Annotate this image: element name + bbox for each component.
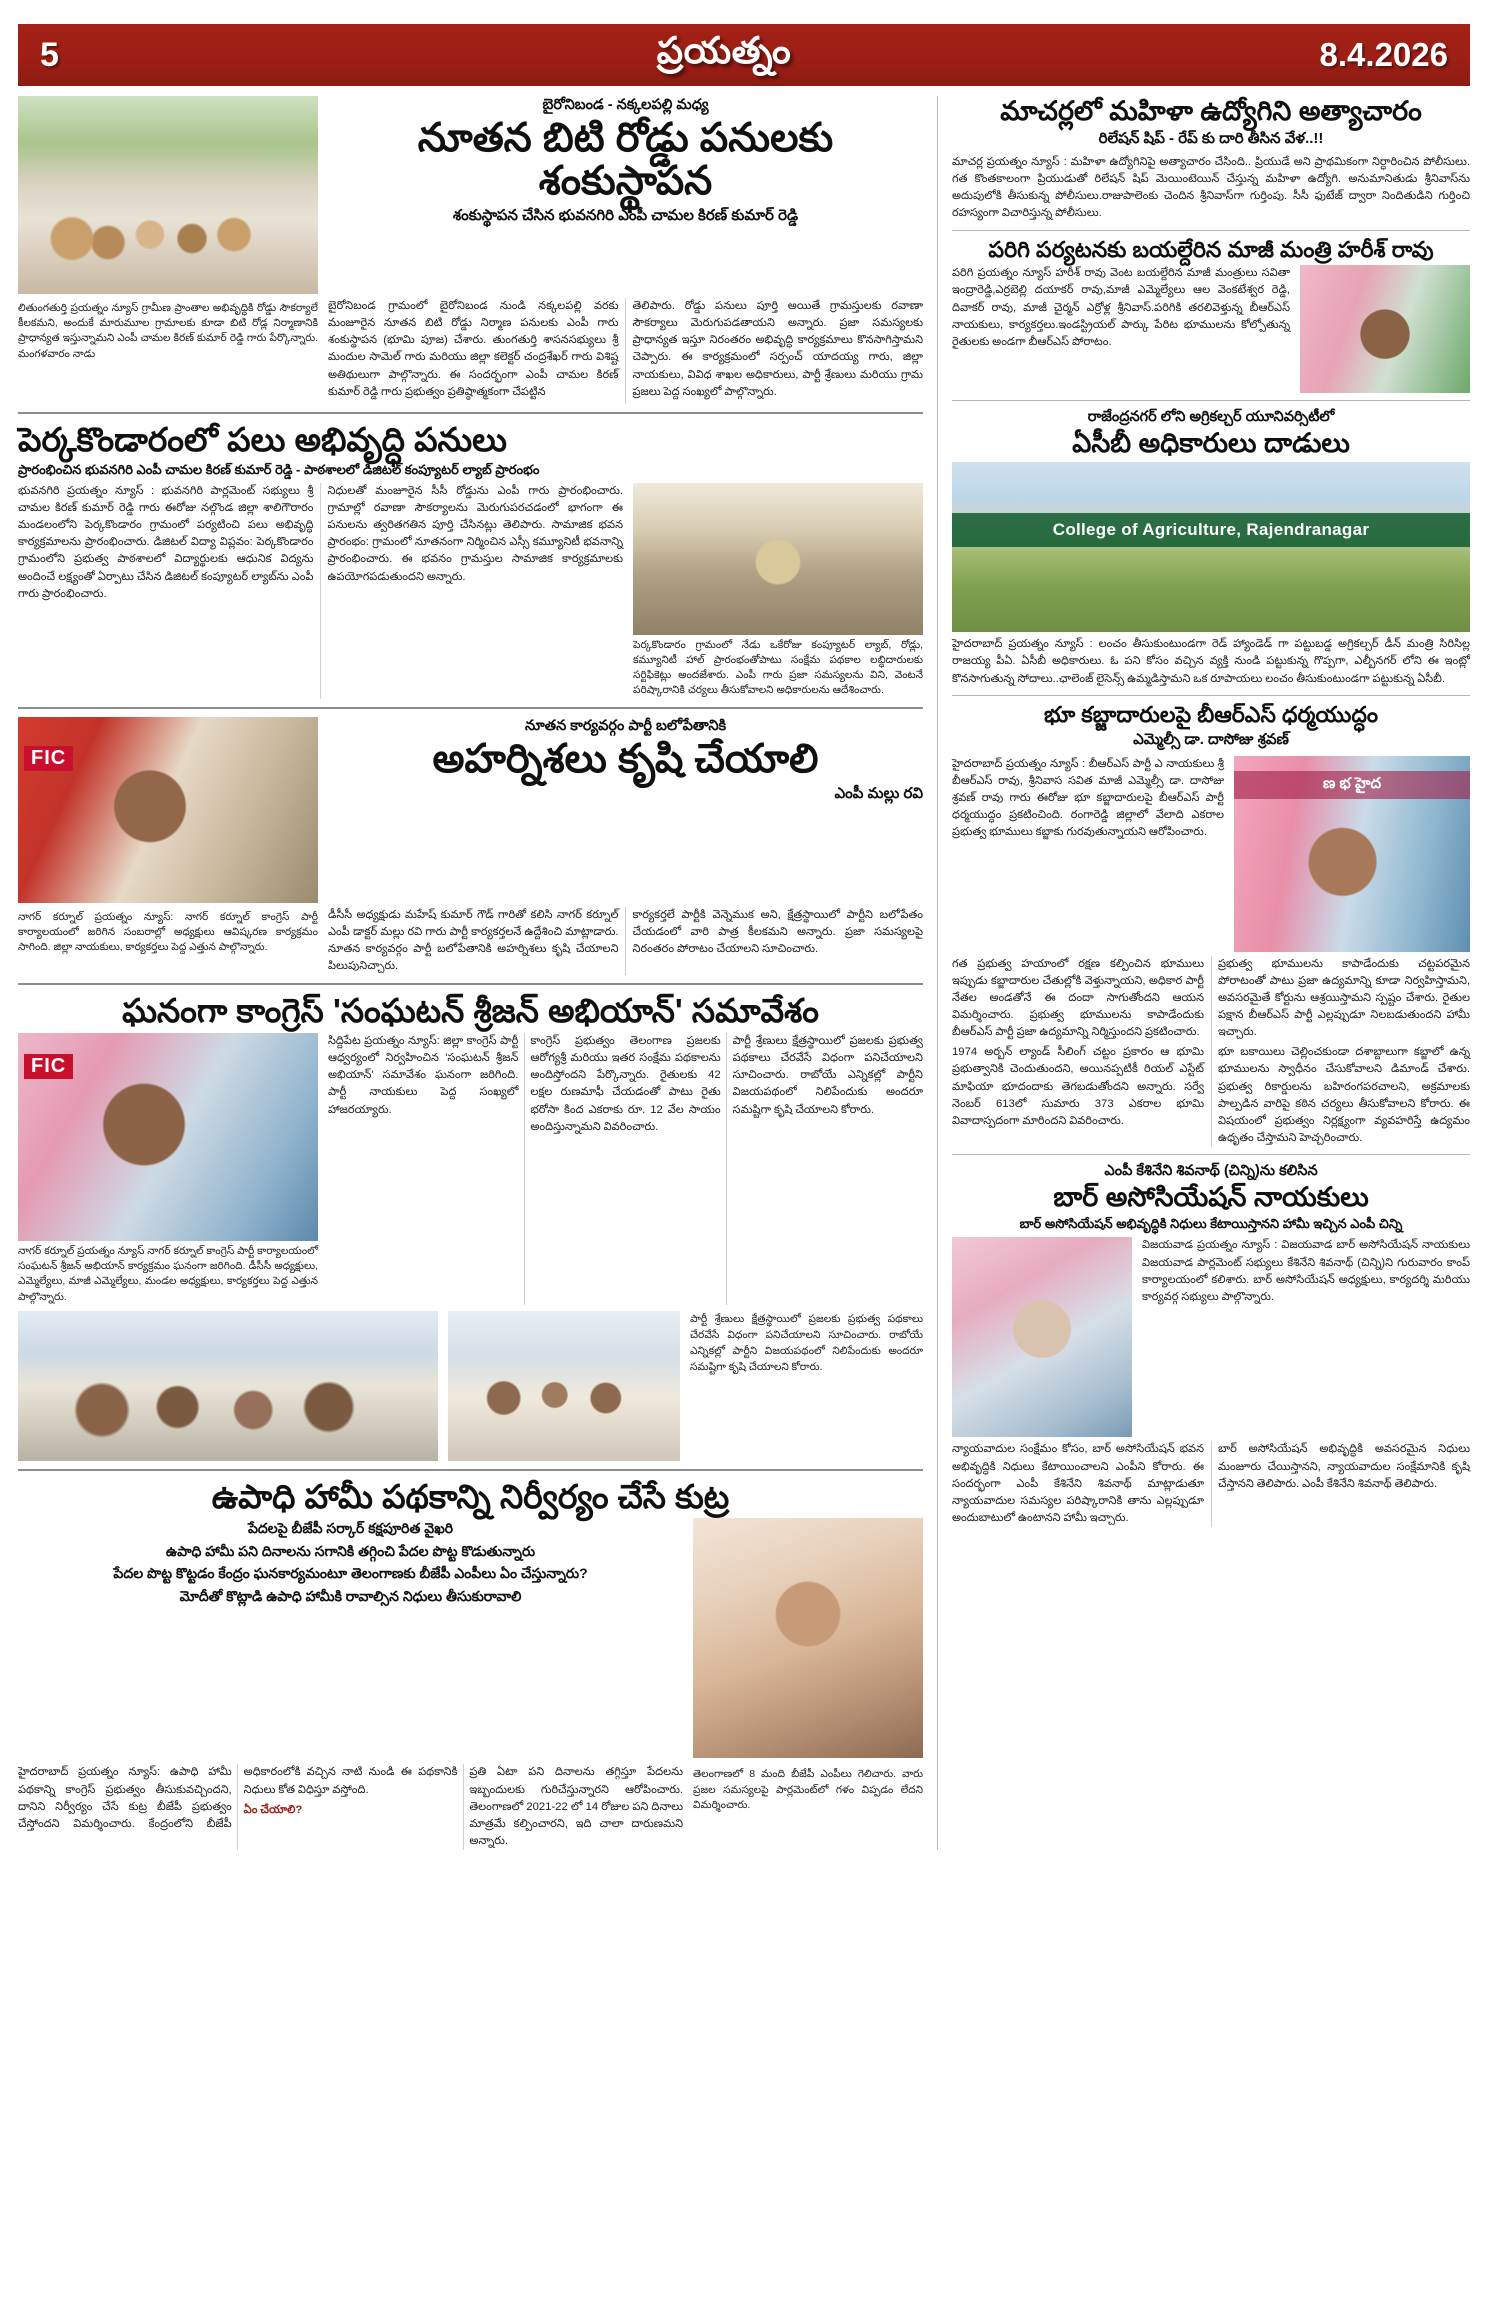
aharnishalu-photo-caption: నాగర్ కర్నూల్ ప్రయత్నం న్యూస్: నాగర్ కర్నూల్ కాంగ్రెస్ పార్టీ కార్యాలయంలో జరిగిన సంబరాల్లో అధ్యక్షులు ఆవిష్కరణ కార్యక్రమం సాగింది. జిల్లా నాయకులు, కార్యకర్తలు పెద్ద ఎత్తున పాల్గొన్నారు. (18, 910, 318, 954)
newspaper-title: ప్రయత్నం (656, 29, 792, 71)
road-body-2: తెలిపారు. రోడ్డు పనులు పూర్తి అయితే గ్రామస్తులకు రవాణా సౌకర్యాలు మెరుగుపడతాయని అన్నారు. ప్రజా సమస్యలకు ప్రాధాన్యత ఇస్తూ నిరంతరం అభివృద్ధి కార్యక్రమాలు కొనసాగిస్తామని చెప్పారు. ఈ కార్యక్రమంలో సర్పంచ్ యాదయ్య గారు, జిల్లా నాయకులు, వివిధ శాఖల అధికారులు, పార్టీ శ్రేణులు మరియు గ్రామ ప్రజలు పెద్ద సంఖ్యలో పాల్గొన్నారు. (632, 300, 923, 398)
article-bar-association (952, 1162, 1470, 1527)
brs-body-4: ప్రభుత్వ భూములను కాపాడేందుకు చట్టపరమైన పోరాటంతో పాటు ప్రజా ఉద్యమాన్ని కూడా నిర్వహిస్తామని, అవసరమైతే కోర్టును ఆశ్రయిస్తామని స్పష్టం చేశారు. రైతుల పక్షాన బీఆర్ఎస్ పార్టీ ఎల్లప్పుడూ నిలబడుతుందని హామీ ఇచ్చారు. (1218, 957, 1471, 1039)
perka-body-2: నిధులతో మంజూరైన సీసీ రోడ్డును ఎంపీ గారు ప్రారంభించారు. గ్రామాల్లో రవాణా సౌకర్యాలను మెరుగుపరచడంలో భాగంగా ఈ పనులను త్వరితగతిన పూర్తి చేసినట్లు తెలిపారు. సామాజిక భవన ప్రారంభం: గ్రామంలో నూతనంగా నిర్మించిన ఎస్సీ కమ్యూనిటీ భవనాన్ని ప్రారంభించారు. ఈ భవనం గ్రామస్తుల సామాజిక కార్యక్రమాలకు ఉపయోగపడుతుందని అన్నారు. (327, 484, 623, 583)
bar-body-1: విజయవాడ ప్రయత్నం న్యూస్ : విజయవాడ బార్ అసోసియేషన్ నాయకులు విజయవాడ పార్లమెంట్ సభ్యులు కేశినేని శివనాథ్ (చిన్ని)ని గురువారం కాంప్ కార్యాలయంలో కలిశారు. బార్ అసోసియేషన్ అధ్యక్షులు, కార్యదర్శి మరియు కార్యవర్గ సభ్యులు పాల్గొన్నారు. (1142, 1239, 1471, 1303)
acb-headline: ఏసీబీ అధికారులు దాడులు (1072, 428, 1350, 459)
upadhi-body-1: హైదరాబాద్ ప్రయత్నం న్యూస్: ఉపాధి హామీ పథకాన్ని కాంగ్రెస్ ప్రభుత్వం తీసుకువచ్చిందని, దానిని నిర్వీర్యం చేసే కుట్ర బీజేపీ ప్రభుత్వం చేస్తోందని విమర్శించారు. కేంద్రంలోని బీజేపీ అధికారంలోకి వచ్చిన నాటి నుండి ఈ పథకానికి నిధులు కోత విధిస్తూ వస్తోంది. (18, 1766, 458, 1830)
column-divider (937, 96, 938, 1850)
article-perkakondaram (18, 422, 923, 699)
brs-body-5: భూ బకాయిలు చెల్లించకుండా దశాబ్దాలుగా కబ్జాలో ఉన్న భూములను స్వాధీనం చేసుకోవాలని డిమాండ్ చేశారు. ప్రభుత్వ రికార్డులను బహిరంగపరచాలని, అక్రమాలకు పాల్పడిన వారిపై కఠిన చర్యలు తీసుకోవాలని కోరారు. ఈ విషయంలో ప్రభుత్వం నిర్లక్ష్యంగా వ్యవహరిస్తే ఉద్యమం ఉధృతం చేస్తామని హెచ్చరించారు. (1218, 1046, 1471, 1145)
photo-agriculture-college (952, 462, 1470, 632)
banner-tag: FIC (24, 746, 73, 771)
article-aharnishalu (18, 717, 923, 976)
photo-sanghatan-speaker (18, 1033, 318, 1241)
page-number: 5 (40, 35, 59, 74)
aharnishalu-byline: ఎంపీ మల్లు రవి (834, 784, 924, 802)
upadhi-photo-caption: తెలంగాణలో 8 మంది బీజేపీ ఎంపీలు గెలిచారు. వారు ప్రజల సమస్యలపై పార్లమెంట్‌లో గళం విప్పడం లేదని విమర్శించారు. (693, 1768, 924, 1811)
upadhi-sub-2: ఉపాధి హామీ పని దినాలను సగానికి తగ్గించి పేదల పొట్ట కొడుతున్నారు (165, 1542, 536, 1559)
road-photo-caption: లితుంగతుర్తి ప్రయత్నం న్యూస్ గ్రామీణ ప్రాంతాల అభివృద్ధికి రోడ్డు సౌకర్యాలే కీలకమని, అందుకే మారుమూల గ్రామాలకు కూడా బిటి రోడ్ల నిర్మాణానికి ప్రాధాన్యత ఇస్తున్నామని ఎంపీ చామల కిరణ్ కుమార్ రెడ్డి గారు పేర్కొన్నారు. మంగళవారం నాడు (18, 302, 318, 360)
sanghatan-body-2: కాంగ్రెస్ ప్రభుత్వం తెలంగాణ ప్రజలకు ఆరోగ్యశ్రీ మరియు ఇతర సంక్షేమ పథకాలను అందిస్తోందని పేర్కొన్నారు. రైతులకు 42 లక్షల రుణమాఫీ చేయడంతో పాటు రైతు భరోసా కింద ఎకరాకు రూ. 12 వేల సాయం అందిస్తున్నామని వివరించారు. (530, 1034, 721, 1133)
left-section (18, 96, 923, 1850)
article-acb (952, 408, 1470, 687)
college-banner: College of Agriculture, Rajendranagar (952, 513, 1470, 547)
perka-photo-caption: పెర్కకొండారం గ్రామంలో నేడు ఒకేరోజు కంప్యూటర్ ల్యాబ్, రోడ్లు, కమ్యూనిటీ హాల్ ప్రారంభంతోపాటు సంక్షేమ పథకాల లబ్ధిదారులకు సర్టిఫికెట్లు అందజేశారు. ఎంపీ గారు ప్రజా సమస్యలను విని, వెంటనే పరిష్కారానికి చర్యలు తీసుకోవాలని అధికారులను ఆదేశించారు. (633, 638, 924, 697)
acb-kicker: రాజేంద్రనగర్ లోని అగ్రికల్చర్ యూనివర్సిటీలో (1087, 409, 1335, 426)
publication-date: 8.4.2026 (1319, 36, 1448, 73)
upadhi-sub-4: మోదీతో కొట్లాడి ఉపాధి హామీకి రావాల్సిన నిధులు తీసుకురావాలి (179, 1587, 522, 1604)
upadhi-sub-3: పేదల పొట్ట కొట్టడం కేంద్రం ఘనకార్యమంటూ తెలంగాణకు బీజేపీ ఎంపీలు ఏం చేస్తున్నారు? (113, 1565, 588, 1582)
article-upadhi (18, 1479, 923, 1850)
article-harish (952, 238, 1470, 394)
bar-body-3: బార్ అసోసియేషన్ అభివృద్ధికి అవసరమైన నిధులు మంజూరు చేయిస్తానని, న్యాయవాదుల సంక్షేమానికి కృషి చేస్తానని తెలిపారు. ఎంపీ కేశినేని శివనాథ్ తెలిపారు. (1218, 1443, 1471, 1490)
bar-subhead: బార్ అసోసియేషన్ అభివృద్ధికి నిధులు కేటాయిస్తానని హామీ ఇచ్చిన ఎంపీ చిన్ని (1019, 1216, 1403, 1232)
upadhi-headline: ఉపాధి హామీ పథకాన్ని నిర్వీర్యం చేసే కుట్ర (211, 1477, 730, 1515)
article-brs-land (952, 703, 1470, 1147)
banner-tag-2: FIC (24, 1054, 73, 1079)
brs-body-2: గత ప్రభుత్వ హయాంలో రక్షణ కల్పించిన భూములు ఇప్పుడు కబ్జాదారుల చేతుల్లోకి వెళ్తున్నాయని, అధికార పార్టీ నేతల అండతోనే ఈ దందా సాగుతోందని ఆయన విమర్శించారు. ప్రభుత్వ భూములను కాపాడేందుకు బీఆర్ఎస్ పార్టీ ప్రజా ఉద్యమాన్ని నిర్మిస్తుందని ప్రకటించారు. (952, 957, 1205, 1039)
upadhi-sub-1: పేదలపై బీజేపీ సర్కార్ కక్షపూరిత వైఖరి (247, 1520, 454, 1537)
perka-headline: పెర్కకొండారంలో పలు అభివృద్ధి పనులు (18, 420, 507, 458)
page-body (18, 96, 1470, 1850)
road-kicker: బైరోనిబండ - నక్కలపల్లి మధ్య (542, 97, 709, 113)
upadhi-small-heading: ఏం చేయాలి? (243, 1803, 303, 1816)
article-sanghatan (18, 993, 923, 1461)
road-subhead: శంకుస్థాపన చేసిన భువనగిరి ఎంపీ చామల కిరణ్ కుమార్ రెడ్డి (452, 207, 799, 225)
article-road-foundation (18, 96, 923, 404)
sanghatan-extra-text: పార్టీ శ్రేణులు క్షేత్రస్థాయిలో ప్రజలకు ప్రభుత్వ పథకాలు చేరవేసే విధంగా పనిచేయాలని సూచించారు. రాబోయే ఎన్నికల్లో పార్టీని విజయపథంలో నిలిపేందుకు అందరూ సమష్టిగా కృషి చేయాలని కోరారు. (690, 1312, 924, 1374)
sanghatan-headline: ఘనంగా కాంగ్రెస్ 'సంఘటన్ శ్రీజన్ అభియాన్' సమావేశం (122, 992, 819, 1030)
sanghatan-body-1: సిద్దిపేట ప్రయత్నం న్యూస్: జిల్లా కాంగ్రెస్ పార్టీ ఆధ్వర్యంలో నిర్వహించిన 'సంఘటన్ శ్రీజన్ అభియాన్' సమావేశం ఘనంగా జరిగింది. పార్టీ నాయకులు పెద్ద సంఖ్యలో హాజరయ్యారు. (328, 1034, 519, 1116)
newspaper-page (0, 24, 1488, 2303)
perka-subhead: ప్రారంభించిన భువనగిరి ఎంపీ చామల కిరణ్ కుమార్ రెడ్డి - పాఠశాలలో డిజిటల్ కంప్యూటర్ ల్యాబ్ ప్రారంభం (18, 461, 540, 477)
bar-kicker: ఎంపీ కేశినేని శివనాథ్ (చిన్ని)ను కలిసిన (1104, 1163, 1318, 1180)
photo-perka-inauguration (633, 483, 923, 635)
brs-body-3: 1974 అర్బన్ ల్యాండ్ సీలింగ్ చట్టం ప్రకారం ఆ భూమి ప్రభుత్వానికి చెందుతుందని, అయినప్పటికీ రియల్ ఎస్టేట్ మాఫియా భూదందాకు తెగబడుతోందని అన్నారు. సర్వే నెంబర్ 613లో సుమారు 373 ఎకరాల భూమి వివాదాస్పదంగా మారిందని వివరించారు. (952, 1046, 1205, 1127)
harish-headline: పరిగి పర్యటనకు బయల్దేరిన మాజీ మంత్రి హరీశ్ రావు (988, 236, 1434, 262)
brs-headline: భూ కబ్జాదారులపై బీఆర్ఎస్ ధర్మయుద్ధం (1043, 701, 1379, 727)
photo-mallu-ravi (18, 717, 318, 903)
aharnishalu-body-2: కార్యకర్తలే పార్టీకి వెన్నెముక అని, క్షేత్రస్థాయిలో పార్టీని బలోపేతం చేయడంలో వారి పాత్ర కీలకమని అన్నారు. ప్రజా సమస్యలపై నిరంతరం పోరాటం చేయాలని సూచించారు. (632, 908, 923, 955)
macharla-body: మాచర్ల ప్రయత్నం న్యూస్ : మహిళా ఉద్యోగినిపై అత్యాచారం చేసింది.. ప్రియుడే అని ప్రాథమికంగా నిర్ధారించిన పోలీసులు. గత కొంతకాలంగా ప్రియుడుతో రిలేషన్ షిప్ మెయింటెయిన్ చేస్తున్న మహిళా ఉద్యోగి. అనుమానితుడు శ్రీనివాస్‌ను అదుపులోకి తీసుకున్న పోలీసులు.రాజుపాలెంకు చెందిన శ్రీనివాస్‌గా గుర్తింపు. సీసీ ఫుటేజ్ ద్వారా నిందితుడిని గుర్తించి రహస్యంగా విచారిస్తున్న పోలీసులు. (952, 155, 1471, 220)
photo-road-ceremony (18, 96, 318, 294)
article-macharla (952, 97, 1470, 223)
photo-kavitha (693, 1518, 923, 1758)
upadhi-body-2: ప్రతి ఏటా పని దినాలను తగ్గిస్తూ పేదలను ఇబ్బందులకు గురిచేస్తున్నారని ఆరోపించారు. తెలంగాణలో 2021-22 లో 14 రోజుల పని దినాలు మాత్రమే కల్పించారని, ఇది చాలా దారుణమని అన్నారు. (469, 1766, 684, 1848)
photo-harish-rao (1300, 265, 1470, 393)
acb-body: హైదరాబాద్ ప్రయత్నం న్యూస్ : లంచం తీసుకుంటుండగా రెడ్ హ్యాండెడ్ గా పట్టుబడ్డ అగ్రికల్చర్ డీన్ మంత్రి సిరిసిల్ల రాజయ్య పీఏ. ఏసీబీ అధికారులు. ఓ పని కోసం వచ్చిన వ్యక్తి నుండి పట్టుకున్న గొప్పగా, ఎల్బీనగర్ లోని ఈ ఇంట్లో కొనసాగుతున్న సోదాలు..ఛాలెంజ్ లైసెన్స్ ఉమ్మడిస్తామని ఒక రూపాయలు లంచం తీసుకుంటుండగా పట్టుకున్న ఏసీబీ. (952, 638, 1471, 685)
harish-body: పరిగి ప్రయత్నం న్యూస్ హరీశ్ రావు వెంట బయల్దేరిన మాజీ మంత్రులు సవితా ఇంద్రారెడ్డి,ఎర్రబెల్లి దయాకర్ రావు,మాజీ ఎమ్మెల్యేలు ఆల వెంకటేశ్వర రెడ్డి, దివాకర్ రావు, మాజీ చైర్మన్ ఎర్రోళ్ల శ్రీనివాస్.పరిగికి తరలివెళ్తున్న బీఆర్ఎస్ నాయకులు, కార్యకర్తలు.ఇండస్ట్రియల్ పార్కు పేరిట భూములను కోల్పోతున్న రైతులకు అండగా బీఆర్ఎస్ పోరాటం. (952, 267, 1291, 348)
right-section (952, 96, 1470, 1527)
aharnishalu-kicker: నూతన కార్యవర్గం పార్టీ బలోపేతానికి (524, 717, 727, 734)
aharnishalu-body-1: డీసీసీ అధ్యక్షుడు మహేష్ కుమార్ గౌడ్ గారితో కలిసి నాగర్ కర్నూల్ ఎంపీ డాక్టర్ మల్లు రవి గారు పార్టీ కార్యకర్తలనే ఉద్దేశించి మాట్లాడారు. నూతన కార్యవర్గం పార్టీ బలోపేతానికి అహర్నిశలు కృషి చేయాలని పిలుపునిచ్చారు. (328, 908, 619, 973)
sanghatan-photo-caption: నాగర్ కర్నూల్ ప్రయత్నం న్యూస్ నాగర్ కర్నూల్ కాంగ్రెస్ పార్టీ కార్యాలయంలో సంఘటన్ శ్రీజన్ అభియాన్ కార్యక్రమం ఘనంగా జరిగింది. డీసీసీ అధ్యక్షులు, ఎమ్మెల్యేలు, మాజీ ఎమ్మెల్యేలు, మండల అధ్యక్షులు, కార్యకర్తలు పెద్ద ఎత్తున పాల్గొన్నారు. (18, 1244, 318, 1303)
photo-crowd (448, 1311, 680, 1461)
photo-keshineni-shivnath (952, 1237, 1132, 1437)
road-headline: నూతన బిటి రోడ్డు పనులకు శంకుస్థాపన (417, 115, 834, 204)
photo-rally (18, 1311, 438, 1461)
aharnishalu-headline: అహర్నిశలు కృషి చేయాలి (432, 736, 819, 781)
masthead (18, 24, 1470, 86)
macharla-headline: మాచర్లలో మహిళా ఉద్యోగిని అత్యాచారం (1000, 96, 1422, 126)
road-body-1: బైరోనిబండ గ్రామంలో బైరోనిబండ నుండి నక్కలపల్లి వరకు మంజూరైన నూతన బిటి రోడ్డు నిర్మాణ పనులకు ఎంపీ గారు శంకుస్థాపన (భూమి పూజ) చేశారు. తుంగతుర్తి శాసనసభ్యులు శ్రీ మందుల సామెల్ గారు మరియు జిల్లా కలెక్టర్ చంద్రశేఖర్ గారు విశిష్ట అతిథులుగా పాల్గొన్నారు. ఈ సందర్భంగా ఎంపీ చామల కిరణ్ కుమార్ రెడ్డి గారు ప్రభుత్వం ప్రతిష్ఠాత్మకంగా చేపట్టిన (328, 300, 619, 398)
bar-body-2: న్యాయవాదుల సంక్షేమం కోసం, బార్ అసోసియేషన్ భవన అభివృద్ధికి నిధులు కేటాయించాలని ఎంపీని కోరారు. ఈ సందర్భంగా ఎంపీ కేశినేని శివనాథ్ మాట్లాడుతూ న్యాయవాదుల సమస్యల పరిష్కారానికి తాను ఎల్లప్పుడూ అందుబాటులో ఉంటానని హామీ ఇచ్చారు. (952, 1443, 1205, 1525)
bar-headline: బార్ అసోసియేషన్ నాయకులు (1053, 1182, 1369, 1213)
brs-photo-banner: ణ భ హైద (1234, 771, 1470, 799)
macharla-subhead: రిలేషన్ షిప్ - రేప్ కు దారి తీసిన వేళ..!! (1098, 130, 1324, 148)
perka-body-1: భువనగిరి ప్రయత్నం న్యూస్ : భువనగిరి పార్లమెంట్ సభ్యులు శ్రీ చామల కిరణ్ కుమార్ రెడ్డి గారు ఈరోజు నల్గొండ జిల్లా శాలిగౌరారం మండలంలోని పెర్కకొండారం గ్రామంలో పర్యటించి పలు అభివృద్ధి కార్యక్రమాలను ప్రారంభించారు. డిజిటల్ విద్యా విప్లవం: పెర్కకొండారం గ్రామంలోని ప్రభుత్వ పాఠశాలలో విద్యార్థులకు ఆధునిక విద్యను అందించే లక్ష్యంతో ఏర్పాటు చేసిన డిజిటల్ కంప్యూటర్ ల్యాబ్‌ను ఎంపీ గారు ప్రారంభించారు. (18, 484, 314, 600)
brs-body-1: హైదరాబాద్ ప్రయత్నం న్యూస్ : బీఆర్ఎస్ పార్టీ ఎ నాయకులు శ్రీ బీఆర్ఎస్ రావు, శ్రీనివాస సవిత మాజీ ఎమ్మెల్సీ డా. దాసోజు శ్రవణ్ రావు గారు ఈరోజు భూ కబ్జాదారులపై బీఆర్ఎస్ పార్టీ ధర్మయుద్ధం ప్రకటించింది. రంగారెడ్డి జిల్లాలో వేలాది ఎకరాల ప్రభుత్వ భూములు కబ్జాకు గురవుతున్నాయని ఆరోపించారు. (952, 757, 1225, 839)
photo-dasoju-sravan (1234, 756, 1470, 952)
brs-byline: ఎమ్మెల్సీ డా. దాసోజు శ్రవణ్ (1133, 730, 1289, 748)
sanghatan-body-3: పార్టీ శ్రేణులు క్షేత్రస్థాయిలో ప్రజలకు ప్రభుత్వ పథకాలు చేరవేసే విధంగా పనిచేయాలని సూచించారు. రాబోయే ఎన్నికల్లో పార్టీని విజయపథంలో నిలిపేందుకు అందరూ సమష్టిగా కృషి చేయాలని కోరారు. (732, 1034, 923, 1116)
